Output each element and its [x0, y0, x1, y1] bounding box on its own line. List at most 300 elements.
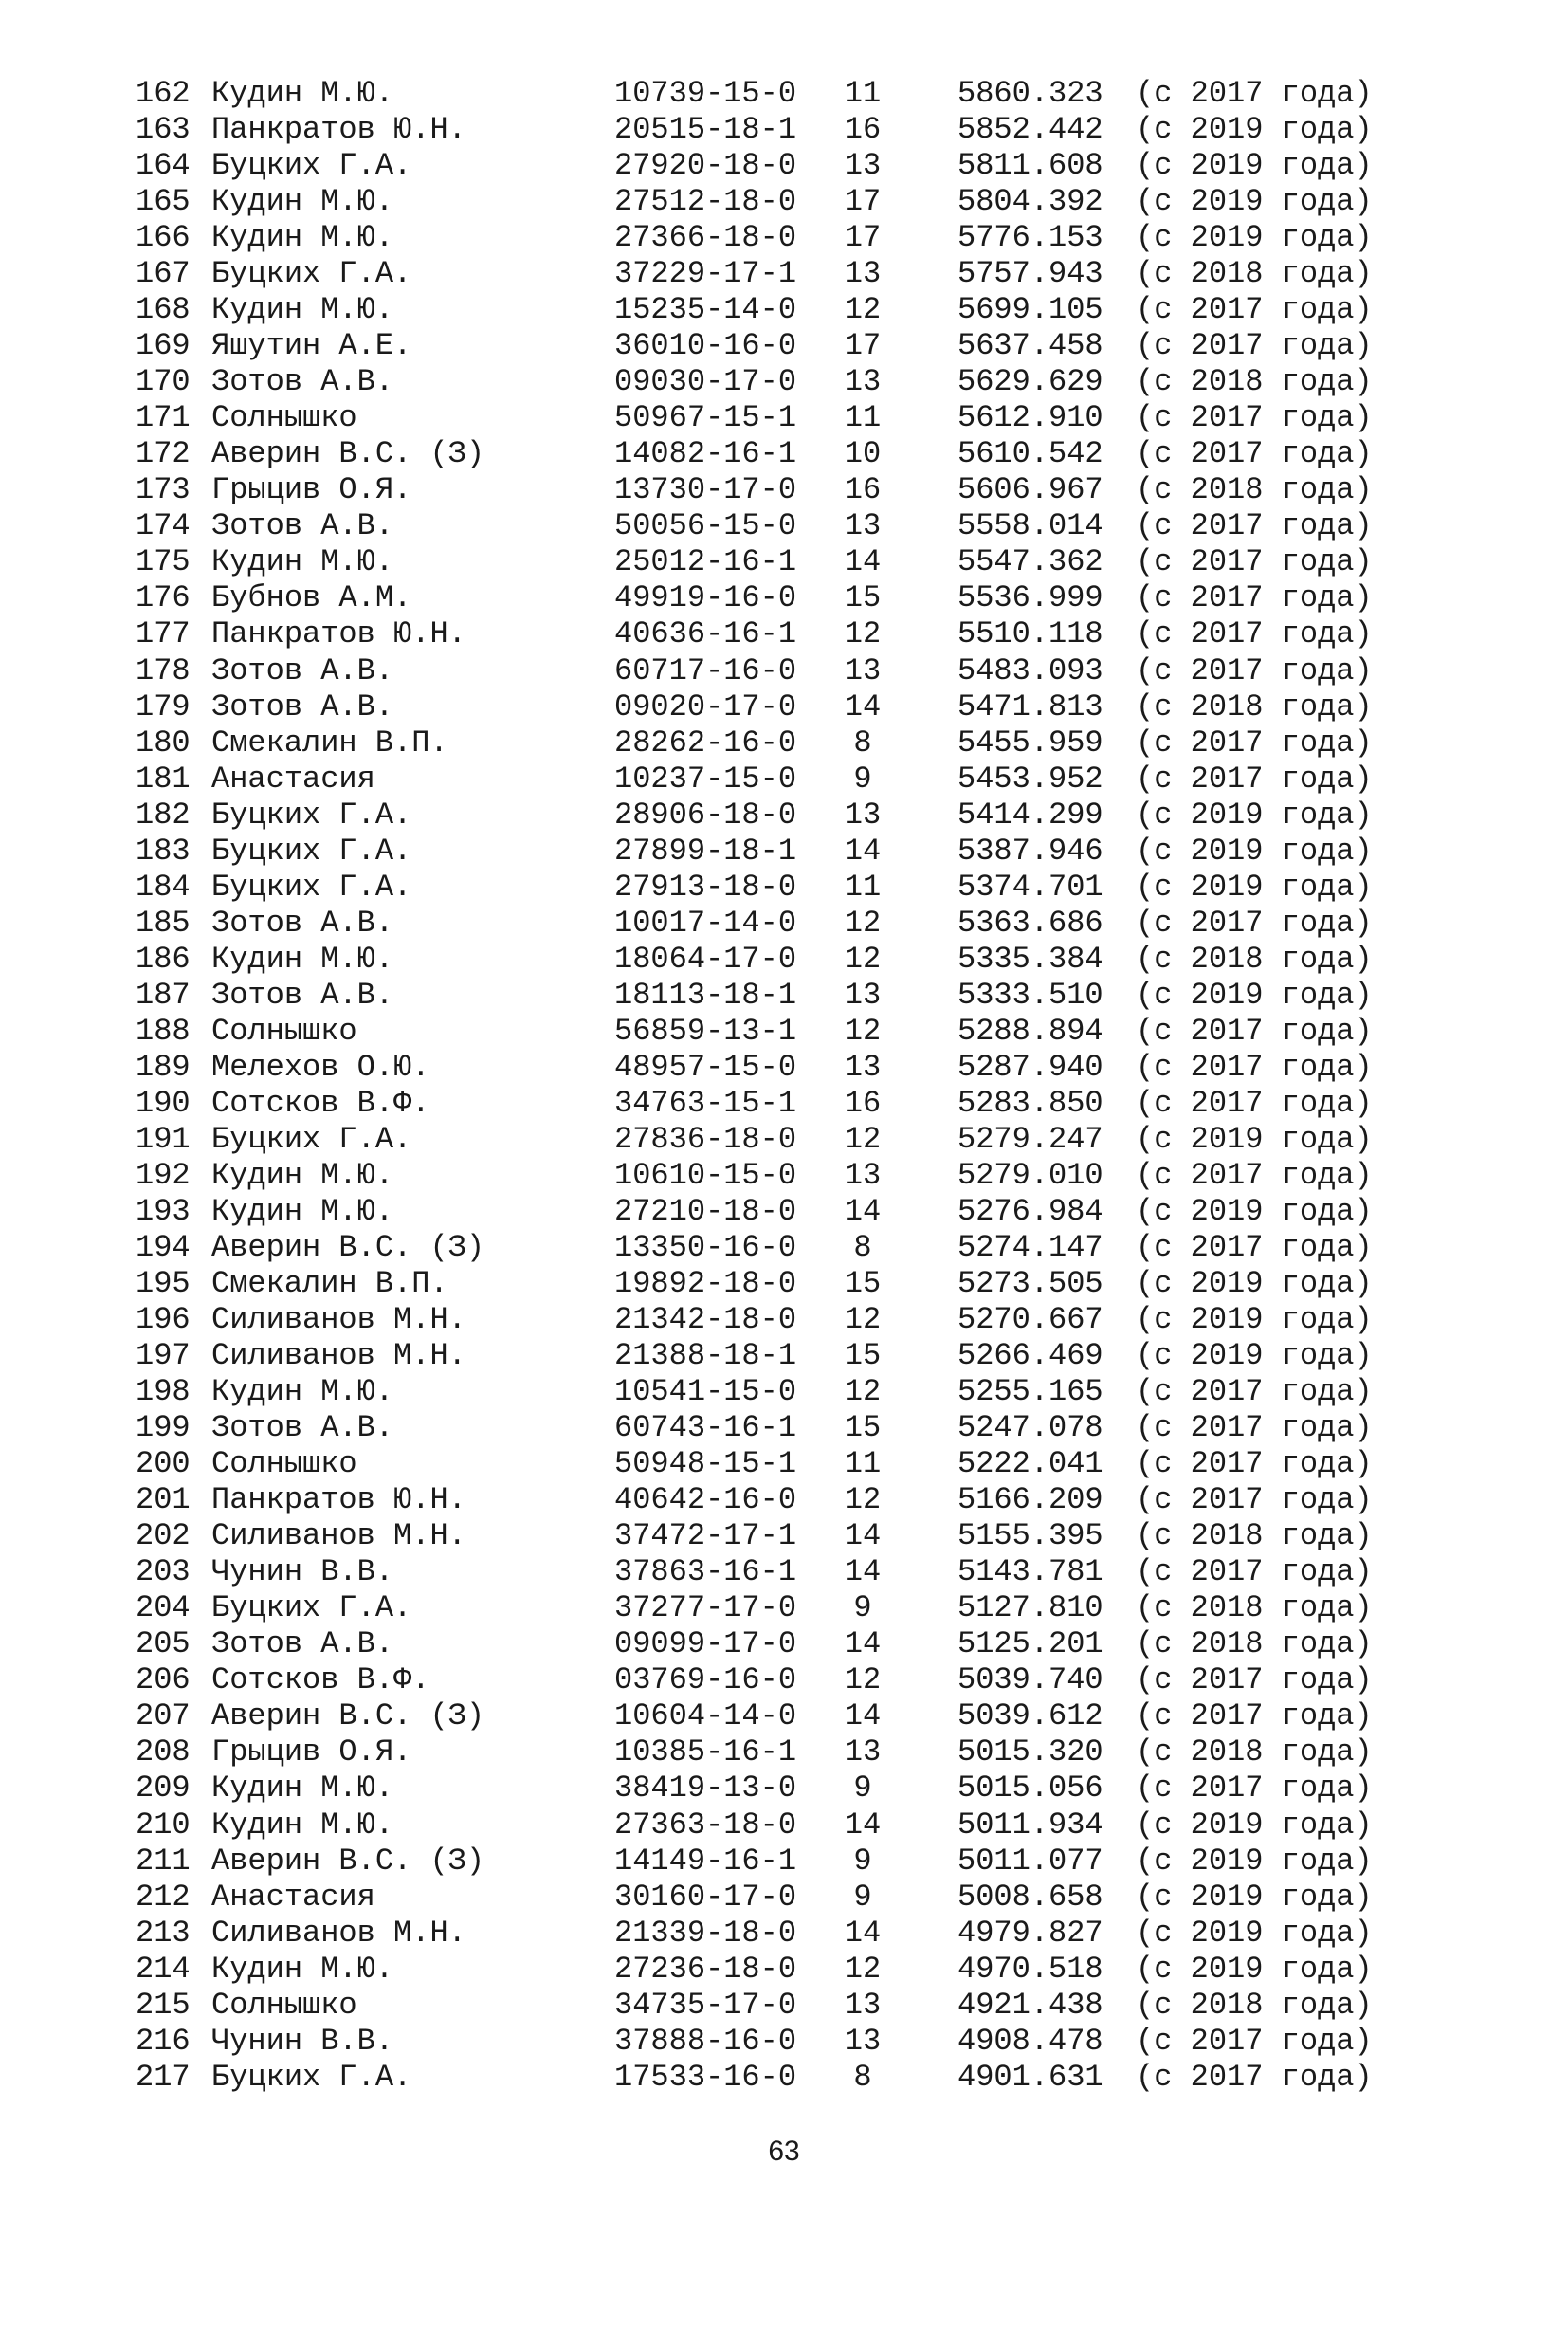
entry-id: 09030-17-0 — [614, 364, 797, 400]
entry-id: 27363-18-0 — [614, 1807, 797, 1843]
author-name: Зотов А.В. — [211, 905, 394, 941]
table-row — [0, 1158, 1568, 1194]
entry-id: 21339-18-0 — [614, 1915, 797, 1951]
score-value: 4901.631 — [957, 2059, 1103, 2095]
row-number: 175 — [136, 544, 191, 580]
score-value: 5455.959 — [957, 725, 1103, 761]
since-year: (с 2017 года) — [1136, 436, 1373, 472]
count-value: 9 — [853, 1879, 872, 1915]
count-value: 14 — [844, 1518, 882, 1554]
entry-id: 28262-16-0 — [614, 725, 797, 761]
count-value: 9 — [853, 761, 872, 797]
count-value: 13 — [844, 1049, 882, 1085]
count-value: 11 — [844, 76, 882, 111]
since-year: (с 2017 года) — [1136, 292, 1373, 328]
score-value: 4979.827 — [957, 1915, 1103, 1951]
row-number: 210 — [136, 1807, 191, 1843]
entry-id: 37888-16-0 — [614, 2023, 797, 2059]
table-row — [0, 436, 1568, 472]
score-value: 5333.510 — [957, 977, 1103, 1013]
count-value: 14 — [844, 1626, 882, 1662]
author-name: Зотов А.В. — [211, 688, 394, 725]
entry-id: 38419-13-0 — [614, 1770, 797, 1807]
table-row — [0, 1086, 1568, 1122]
author-name: Силиванов М.Н. — [211, 1915, 466, 1951]
count-value: 16 — [844, 112, 882, 148]
count-value: 15 — [844, 1338, 882, 1374]
entry-id: 14082-16-1 — [614, 436, 797, 472]
since-year: (с 2019 года) — [1136, 1915, 1373, 1951]
author-name: Кудин М.Ю. — [211, 1193, 394, 1229]
row-number: 173 — [136, 472, 191, 508]
count-value: 14 — [844, 833, 882, 869]
score-value: 5039.612 — [957, 1698, 1103, 1734]
row-number: 196 — [136, 1302, 191, 1338]
since-year: (с 2019 года) — [1136, 833, 1373, 869]
score-value: 5270.667 — [957, 1302, 1103, 1338]
score-value: 5255.165 — [957, 1374, 1103, 1410]
entry-id: 17533-16-0 — [614, 2059, 797, 2095]
table-row — [0, 725, 1568, 761]
since-year: (с 2017 года) — [1136, 544, 1373, 580]
score-value: 5363.686 — [957, 905, 1103, 941]
score-value: 5143.781 — [957, 1554, 1103, 1590]
entry-id: 40642-16-0 — [614, 1482, 797, 1518]
score-value: 5629.629 — [957, 364, 1103, 400]
score-value: 5127.810 — [957, 1590, 1103, 1626]
score-value: 5279.247 — [957, 1121, 1103, 1157]
since-year: (с 2017 года) — [1136, 652, 1373, 688]
count-value: 16 — [844, 1085, 882, 1121]
entry-id: 30160-17-0 — [614, 1879, 797, 1915]
score-value: 5471.813 — [957, 688, 1103, 725]
author-name: Буцких Г.А. — [211, 797, 412, 833]
since-year: (с 2017 года) — [1136, 1482, 1373, 1518]
table-row — [0, 1374, 1568, 1410]
table-row — [0, 2060, 1568, 2096]
entry-id: 27236-18-0 — [614, 1951, 797, 1987]
row-number: 203 — [136, 1554, 191, 1590]
table-row — [0, 472, 1568, 508]
score-value: 5776.153 — [957, 220, 1103, 256]
since-year: (с 2018 года) — [1136, 1734, 1373, 1770]
entry-id: 10385-16-1 — [614, 1734, 797, 1770]
count-value: 9 — [853, 1770, 872, 1807]
row-number: 217 — [136, 2059, 191, 2095]
entry-id: 37863-16-1 — [614, 1554, 797, 1590]
row-number: 179 — [136, 688, 191, 725]
count-value: 12 — [844, 1482, 882, 1518]
author-name: Солнышко — [211, 1987, 357, 2023]
row-number: 204 — [136, 1590, 191, 1626]
count-value: 11 — [844, 1446, 882, 1482]
author-name: Смекалин В.П. — [211, 725, 448, 761]
author-name: Кудин М.Ю. — [211, 544, 394, 580]
score-value: 5266.469 — [957, 1338, 1103, 1374]
table-row — [0, 1770, 1568, 1807]
author-name: Кудин М.Ю. — [211, 184, 394, 220]
row-number: 215 — [136, 1987, 191, 2023]
score-value: 5547.362 — [957, 544, 1103, 580]
entry-id: 40636-16-1 — [614, 616, 797, 652]
table-row — [0, 1410, 1568, 1446]
count-value: 14 — [844, 1554, 882, 1590]
count-value: 15 — [844, 580, 882, 616]
score-value: 4908.478 — [957, 2023, 1103, 2059]
entry-id: 03769-16-0 — [614, 1662, 797, 1698]
since-year: (с 2017 года) — [1136, 1085, 1373, 1121]
since-year: (с 2019 года) — [1136, 1807, 1373, 1843]
since-year: (с 2018 года) — [1136, 1987, 1373, 2023]
author-name: Кудин М.Ю. — [211, 220, 394, 256]
row-number: 171 — [136, 400, 191, 436]
entry-id: 27899-18-1 — [614, 833, 797, 869]
row-number: 166 — [136, 220, 191, 256]
since-year: (с 2019 года) — [1136, 1193, 1373, 1229]
count-value: 17 — [844, 184, 882, 220]
entry-id: 27210-18-0 — [614, 1193, 797, 1229]
row-number: 178 — [136, 652, 191, 688]
score-value: 5222.041 — [957, 1446, 1103, 1482]
table-row — [0, 256, 1568, 292]
count-value: 15 — [844, 1266, 882, 1302]
score-value: 5612.910 — [957, 400, 1103, 436]
since-year: (с 2019 года) — [1136, 184, 1373, 220]
author-name: Буцких Г.А. — [211, 1590, 412, 1626]
since-year: (с 2019 года) — [1136, 112, 1373, 148]
table-row — [0, 148, 1568, 184]
score-value: 5374.701 — [957, 869, 1103, 905]
author-name: Силиванов М.Н. — [211, 1518, 466, 1554]
row-number: 168 — [136, 292, 191, 328]
table-row — [0, 616, 1568, 652]
since-year: (с 2017 года) — [1136, 616, 1373, 652]
count-value: 13 — [844, 2023, 882, 2059]
author-name: Кудин М.Ю. — [211, 1807, 394, 1843]
author-name: Солнышко — [211, 1013, 357, 1049]
author-name: Солнышко — [211, 400, 357, 436]
author-name: Силиванов М.Н. — [211, 1302, 466, 1338]
author-name: Аверин В.С. (З) — [211, 1698, 485, 1734]
author-name: Чунин В.В. — [211, 1554, 394, 1590]
since-year: (с 2017 года) — [1136, 1554, 1373, 1590]
row-number: 206 — [136, 1662, 191, 1698]
table-row — [0, 112, 1568, 148]
since-year: (с 2019 года) — [1136, 869, 1373, 905]
count-value: 8 — [853, 1230, 872, 1265]
author-name: Грыцив О.Я. — [211, 1734, 412, 1770]
since-year: (с 2019 года) — [1136, 1121, 1373, 1157]
score-value: 5387.946 — [957, 833, 1103, 869]
author-name: Буцких Г.А. — [211, 2059, 412, 2095]
since-year: (с 2019 года) — [1136, 977, 1373, 1013]
table-row — [0, 1916, 1568, 1952]
score-value: 5510.118 — [957, 616, 1103, 652]
since-year: (с 2017 года) — [1136, 2023, 1373, 2059]
table-row — [0, 1194, 1568, 1230]
author-name: Яшутин А.Е. — [211, 328, 412, 364]
score-value: 5039.740 — [957, 1662, 1103, 1698]
since-year: (с 2017 года) — [1136, 1662, 1373, 1698]
row-number: 176 — [136, 580, 191, 616]
author-name: Кудин М.Ю. — [211, 941, 394, 977]
since-year: (с 2017 года) — [1136, 1049, 1373, 1085]
entry-id: 27920-18-0 — [614, 148, 797, 184]
table-row — [0, 1302, 1568, 1338]
since-year: (с 2019 года) — [1136, 797, 1373, 833]
table-row — [0, 1662, 1568, 1698]
count-value: 17 — [844, 328, 882, 364]
author-name: Кудин М.Ю. — [211, 1374, 394, 1410]
author-name: Панкратов Ю.Н. — [211, 112, 466, 148]
entry-id: 60717-16-0 — [614, 652, 797, 688]
row-number: 198 — [136, 1374, 191, 1410]
table-row — [0, 1626, 1568, 1662]
author-name: Буцких Г.А. — [211, 1121, 412, 1157]
count-value: 14 — [844, 1698, 882, 1734]
score-value: 5287.940 — [957, 1049, 1103, 1085]
count-value: 13 — [844, 508, 882, 544]
author-name: Силиванов М.Н. — [211, 1338, 466, 1374]
score-value: 5288.894 — [957, 1013, 1103, 1049]
entry-id: 27913-18-0 — [614, 869, 797, 905]
table-row — [0, 798, 1568, 834]
row-number: 172 — [136, 436, 191, 472]
row-number: 209 — [136, 1770, 191, 1807]
entry-id: 36010-16-0 — [614, 328, 797, 364]
row-number: 182 — [136, 797, 191, 833]
count-value: 16 — [844, 472, 882, 508]
count-value: 12 — [844, 1302, 882, 1338]
entry-id: 10541-15-0 — [614, 1374, 797, 1410]
entry-id: 50967-15-1 — [614, 400, 797, 436]
row-number: 180 — [136, 725, 191, 761]
entry-id: 27836-18-0 — [614, 1121, 797, 1157]
entry-id: 13350-16-0 — [614, 1230, 797, 1265]
row-number: 170 — [136, 364, 191, 400]
entry-id: 27366-18-0 — [614, 220, 797, 256]
score-value: 5011.077 — [957, 1843, 1103, 1879]
table-row — [0, 1230, 1568, 1266]
entry-id: 25012-16-1 — [614, 544, 797, 580]
table-row — [0, 1266, 1568, 1302]
since-year: (с 2017 года) — [1136, 1446, 1373, 1482]
author-name: Сотсков В.Ф. — [211, 1662, 430, 1698]
row-number: 214 — [136, 1951, 191, 1987]
count-value: 17 — [844, 220, 882, 256]
table-row — [0, 1122, 1568, 1158]
score-value: 5155.395 — [957, 1518, 1103, 1554]
score-value: 5414.299 — [957, 797, 1103, 833]
since-year: (с 2017 года) — [1136, 905, 1373, 941]
table-row — [0, 1554, 1568, 1590]
count-value: 14 — [844, 1193, 882, 1229]
table-row — [0, 1518, 1568, 1554]
entry-id: 10739-15-0 — [614, 76, 797, 111]
entry-id: 49919-16-0 — [614, 580, 797, 616]
entry-id: 18064-17-0 — [614, 941, 797, 977]
entry-id: 50948-15-1 — [614, 1446, 797, 1482]
table-row — [0, 1482, 1568, 1518]
count-value: 12 — [844, 1951, 882, 1987]
table-row — [0, 978, 1568, 1014]
score-value: 4921.438 — [957, 1987, 1103, 2023]
table-row — [0, 834, 1568, 870]
author-name: Аверин В.С. (З) — [211, 436, 485, 472]
entry-id: 27512-18-0 — [614, 184, 797, 220]
entry-id: 56859-13-1 — [614, 1013, 797, 1049]
entry-id: 21342-18-0 — [614, 1302, 797, 1338]
count-value: 12 — [844, 292, 882, 328]
author-name: Панкратов Ю.Н. — [211, 616, 466, 652]
row-number: 164 — [136, 148, 191, 184]
author-name: Чунин В.В. — [211, 2023, 394, 2059]
entry-id: 48957-15-0 — [614, 1049, 797, 1085]
score-value: 5637.458 — [957, 328, 1103, 364]
count-value: 13 — [844, 1987, 882, 2023]
score-value: 5015.320 — [957, 1734, 1103, 1770]
author-name: Кудин М.Ю. — [211, 1951, 394, 1987]
author-name: Панкратов Ю.Н. — [211, 1482, 466, 1518]
table-row — [0, 1952, 1568, 1988]
author-name: Кудин М.Ю. — [211, 1157, 394, 1193]
entry-id: 10604-14-0 — [614, 1698, 797, 1734]
since-year: (с 2018 года) — [1136, 1590, 1373, 1626]
author-name: Кудин М.Ю. — [211, 1770, 394, 1807]
table-row — [0, 2024, 1568, 2060]
row-number: 181 — [136, 761, 191, 797]
since-year: (с 2018 года) — [1136, 1626, 1373, 1662]
row-number: 207 — [136, 1698, 191, 1734]
table-row — [0, 1446, 1568, 1482]
row-number: 191 — [136, 1121, 191, 1157]
table-row — [0, 1807, 1568, 1844]
score-value: 5011.934 — [957, 1807, 1103, 1843]
count-value: 9 — [853, 1590, 872, 1626]
count-value: 12 — [844, 1662, 882, 1698]
row-number: 184 — [136, 869, 191, 905]
author-name: Мелехов О.Ю. — [211, 1049, 430, 1085]
since-year: (с 2019 года) — [1136, 1338, 1373, 1374]
entry-id: 37472-17-1 — [614, 1518, 797, 1554]
author-name: Буцких Г.А. — [211, 869, 412, 905]
row-number: 208 — [136, 1734, 191, 1770]
table-row — [0, 942, 1568, 978]
entry-id: 19892-18-0 — [614, 1266, 797, 1302]
entry-id: 37229-17-1 — [614, 256, 797, 292]
author-name: Буцких Г.А. — [211, 148, 412, 184]
entry-id: 60743-16-1 — [614, 1410, 797, 1446]
score-value: 5483.093 — [957, 652, 1103, 688]
table-row — [0, 653, 1568, 689]
score-value: 5453.952 — [957, 761, 1103, 797]
since-year: (с 2019 года) — [1136, 1266, 1373, 1302]
count-value: 15 — [844, 1410, 882, 1446]
score-value: 5804.392 — [957, 184, 1103, 220]
author-name: Грыцив О.Я. — [211, 472, 412, 508]
score-value: 4970.518 — [957, 1951, 1103, 1987]
score-value: 5558.014 — [957, 508, 1103, 544]
row-number: 193 — [136, 1193, 191, 1229]
count-value: 13 — [844, 652, 882, 688]
row-number: 199 — [136, 1410, 191, 1446]
row-number: 200 — [136, 1446, 191, 1482]
row-number: 169 — [136, 328, 191, 364]
since-year: (с 2017 года) — [1136, 725, 1373, 761]
table-row — [0, 364, 1568, 400]
score-value: 5276.984 — [957, 1193, 1103, 1229]
since-year: (с 2019 года) — [1136, 220, 1373, 256]
score-value: 5335.384 — [957, 941, 1103, 977]
count-value: 8 — [853, 2059, 872, 2095]
since-year: (с 2018 года) — [1136, 364, 1373, 400]
author-name: Смекалин В.П. — [211, 1266, 448, 1302]
count-value: 14 — [844, 688, 882, 725]
entry-id: 50056-15-0 — [614, 508, 797, 544]
score-value: 5860.323 — [957, 76, 1103, 111]
author-name: Зотов А.В. — [211, 1626, 394, 1662]
table-row — [0, 1014, 1568, 1050]
entry-id: 14149-16-1 — [614, 1843, 797, 1879]
row-number: 177 — [136, 616, 191, 652]
row-number: 216 — [136, 2023, 191, 2059]
author-name: Зотов А.В. — [211, 364, 394, 400]
entry-id: 13730-17-0 — [614, 472, 797, 508]
count-value: 12 — [844, 1374, 882, 1410]
entry-id: 09020-17-0 — [614, 688, 797, 725]
row-number: 195 — [136, 1266, 191, 1302]
row-number: 186 — [136, 941, 191, 977]
table-row — [0, 761, 1568, 798]
author-name: Зотов А.В. — [211, 652, 394, 688]
entry-id: 10610-15-0 — [614, 1157, 797, 1193]
row-number: 167 — [136, 256, 191, 292]
count-value: 9 — [853, 1843, 872, 1879]
author-name: Буцких Г.А. — [211, 833, 412, 869]
row-number: 211 — [136, 1843, 191, 1879]
author-name: Аверин В.С. (З) — [211, 1843, 485, 1879]
table-row — [0, 220, 1568, 256]
row-number: 212 — [136, 1879, 191, 1915]
entry-id: 10017-14-0 — [614, 905, 797, 941]
entry-id: 21388-18-1 — [614, 1338, 797, 1374]
since-year: (с 2019 года) — [1136, 1302, 1373, 1338]
score-value: 5273.505 — [957, 1266, 1103, 1302]
author-name: Солнышко — [211, 1446, 357, 1482]
since-year: (с 2018 года) — [1136, 472, 1373, 508]
score-value: 5279.010 — [957, 1157, 1103, 1193]
count-value: 14 — [844, 1807, 882, 1843]
count-value: 13 — [844, 977, 882, 1013]
count-value: 14 — [844, 1915, 882, 1951]
row-number: 194 — [136, 1230, 191, 1265]
score-value: 5247.078 — [957, 1410, 1103, 1446]
count-value: 12 — [844, 941, 882, 977]
table-row — [0, 1698, 1568, 1734]
author-name: Зотов А.В. — [211, 1410, 394, 1446]
row-number: 205 — [136, 1626, 191, 1662]
since-year: (с 2017 года) — [1136, 580, 1373, 616]
since-year: (с 2017 года) — [1136, 1410, 1373, 1446]
row-number: 162 — [136, 76, 191, 111]
score-value: 5008.658 — [957, 1879, 1103, 1915]
entry-id: 18113-18-1 — [614, 977, 797, 1013]
row-number: 163 — [136, 112, 191, 148]
score-value: 5015.056 — [957, 1770, 1103, 1807]
since-year: (с 2018 года) — [1136, 1518, 1373, 1554]
score-value: 5852.442 — [957, 112, 1103, 148]
table-row — [0, 400, 1568, 436]
